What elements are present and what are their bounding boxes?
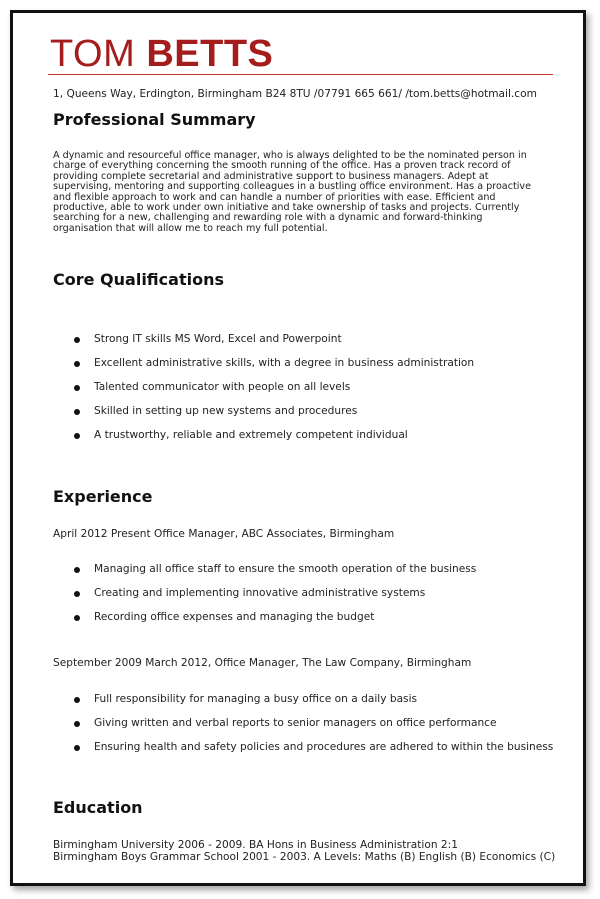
first-name: TOM (50, 33, 136, 75)
list-item: Strong IT skills MS Word, Excel and Powerpoint (74, 333, 474, 357)
bullet-icon (74, 337, 80, 343)
contact-details: 1, Queens Way, Erdington, Birmingham B24 8TU /07791 665 661/ /tom.betts@hotmail.com (53, 88, 537, 100)
education-heading: Education (53, 798, 143, 817)
summary-heading: Professional Summary (53, 110, 256, 129)
candidate-name (50, 34, 273, 74)
list-item: Giving written and verbal reports to senior managers on office performance (74, 717, 553, 741)
qualifications-list (74, 333, 474, 453)
bullet-icon (74, 567, 80, 573)
list-item: Managing all office staff to ensure the smooth operation of the business (74, 563, 476, 587)
list-item: A trustworthy, reliable and extremely competent individual (74, 429, 474, 453)
bullet-icon (74, 433, 80, 439)
job-duties-list (74, 693, 553, 765)
summary-text: A dynamic and resourceful office manager, who is always delighted to be the nominated person in charge of everything concerning the smooth running of the office. Has a proven track record of providing complete secretarial and administrative support to business managers. Adept at supervising, mentoring and supporting colleagues in a bustling office environment. Has a proactive and flexible approach to work and can handle a number of priorities with ease. Efficient and productive, able to work under own initiative and take ownership of tasks and projects. Currently searching for a new, challenging and rewarding role with a dynamic and forward-thinking organisation that will allow me to reach my full potential. (53, 150, 531, 234)
header-rule (48, 74, 553, 75)
education-entry: Birmingham University 2006 - 2009. BA Hons in Business Administration 2:1 (53, 839, 458, 851)
bullet-icon (74, 591, 80, 597)
last-name: BETTS (146, 33, 274, 75)
job-duties-list (74, 563, 476, 635)
education-entry: Birmingham Boys Grammar School 2001 - 2003. A Levels: Maths (B) English (B) Economics (C) (53, 851, 556, 863)
list-item: Recording office expenses and managing the budget (74, 611, 476, 635)
bullet-icon (74, 745, 80, 751)
qualifications-heading: Core Qualifications (53, 270, 224, 289)
bullet-icon (74, 615, 80, 621)
list-item: Excellent administrative skills, with a degree in business administration (74, 357, 474, 381)
bullet-icon (74, 721, 80, 727)
list-item: Ensuring health and safety policies and procedures are adhered to within the business (74, 741, 553, 765)
list-item: Creating and implementing innovative administrative systems (74, 587, 476, 611)
list-item: Skilled in setting up new systems and procedures (74, 405, 474, 429)
list-item: Full responsibility for managing a busy office on a daily basis (74, 693, 553, 717)
bullet-icon (74, 385, 80, 391)
job-title: April 2012 Present Office Manager, ABC Associates, Birmingham (53, 528, 395, 540)
list-item: Talented communicator with people on all levels (74, 381, 474, 405)
experience-heading: Experience (53, 487, 153, 506)
bullet-icon (74, 361, 80, 367)
bullet-icon (74, 409, 80, 415)
job-title: September 2009 March 2012, Office Manager, The Law Company, Birmingham (53, 657, 472, 669)
bullet-icon (74, 697, 80, 703)
